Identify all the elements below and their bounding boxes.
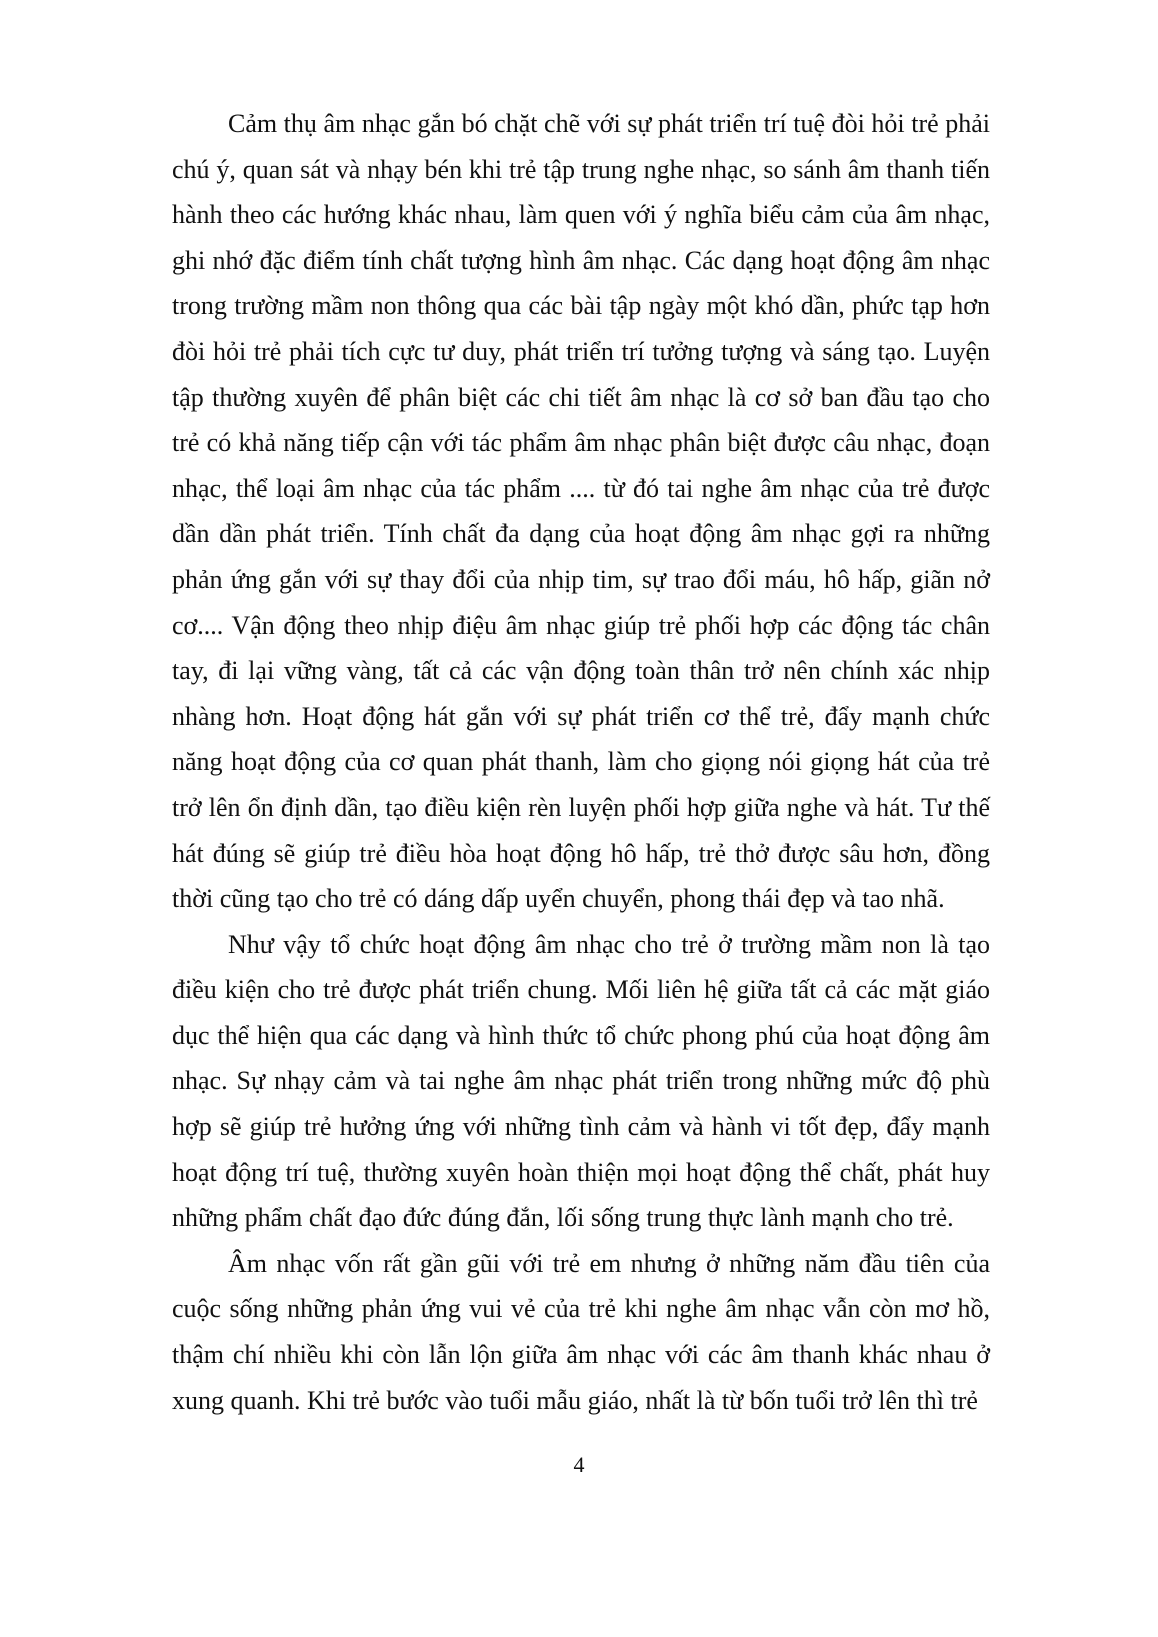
paragraph: Như vậy tổ chức hoạt động âm nhạc cho trẻ ở trường mầm non là tạo điều kiện cho trẻ được phát triển chung. Mối liên hệ giữa tất cả các mặt giáo dục thể hiện qua các dạng và hình thức tổ chức phong phú của hoạt động âm nhạc. Sự nhạy cảm và tai nghe âm nhạc phát triển trong những mức độ phù hợp sẽ giúp trẻ hưởng ứng với những tình cảm và hành vi tốt đẹp, đẩy mạnh hoạt động trí tuệ, thường xuyên hoàn thiện mọi hoạt động thể chất, phát huy những phẩm chất đạo đức đúng đắn, lối sống trung thực lành mạnh cho trẻ. <box>172 929 990 1233</box>
page-number: 4 <box>573 1452 585 1477</box>
paragraph: Âm nhạc vốn rất gần gũi với trẻ em nhưng ở những năm đầu tiên của cuộc sống những phản ứng vui vẻ của trẻ khi nghe âm nhạc vẫn còn mơ hồ, thậm chí nhiều khi còn lẫn lộn giữa âm nhạc với các âm thanh khác nhau ở xung quanh. Khi trẻ bước vào tuổi mẫu giáo, nhất là từ bốn tuổi trở lên thì trẻ <box>172 1248 990 1415</box>
paragraph: Cảm thụ âm nhạc gắn bó chặt chẽ với sự phát triển trí tuệ đòi hỏi trẻ phải chú ý, quan sát và nhạy bén khi trẻ tập trung nghe nhạc, so sánh âm thanh tiến hành theo các hướng khác nhau, làm quen với ý nghĩa biểu cảm của âm nhạc, ghi nhớ đặc điểm tính chất tượng hình âm nhạc. Các dạng hoạt động âm nhạc trong trường mầm non thông qua các bài tập ngày một khó dần, phức tạp hơn đòi hỏi trẻ phải tích cực tư duy, phát triển trí tưởng tượng và sáng tạo. Luyện tập thường xuyên để phân biệt các chi tiết âm nhạc là cơ sở ban đầu tạo cho trẻ có khả năng tiếp cận với tác phẩm âm nhạc phân biệt được câu nhạc, đoạn nhạc, thể loại âm nhạc của tác phẩm .... từ đó tai nghe âm nhạc của trẻ được dần dần phát triển. Tính chất đa dạng của hoạt động âm nhạc gợi ra những phản ứng gắn với sự thay đổi của nhịp tim, sự trao đổi máu, hô hấp, giãn nở cơ.... Vận động theo nhịp điệu âm nhạc giúp trẻ phối hợp các động tác chân tay, đi lại vững vàng, tất cả các vận động toàn thân trở nên chính xác nhịp nhàng hơn. Hoạt động hát gắn với sự phát triển cơ thể trẻ, đẩy mạnh chức năng hoạt động của cơ quan phát thanh, làm cho giọng nói giọng hát của trẻ trở lên ổn định dần, tạo điều kiện rèn luyện phối hợp giữa nghe và hát. Tư thế hát đúng sẽ giúp trẻ điều hòa hoạt động hô hấp, trẻ thở được sâu hơn, đồng thời cũng tạo cho trẻ có dáng dấp uyển chuyển, phong thái đẹp và tao nhã. <box>172 109 990 914</box>
body-text <box>172 101 990 1423</box>
